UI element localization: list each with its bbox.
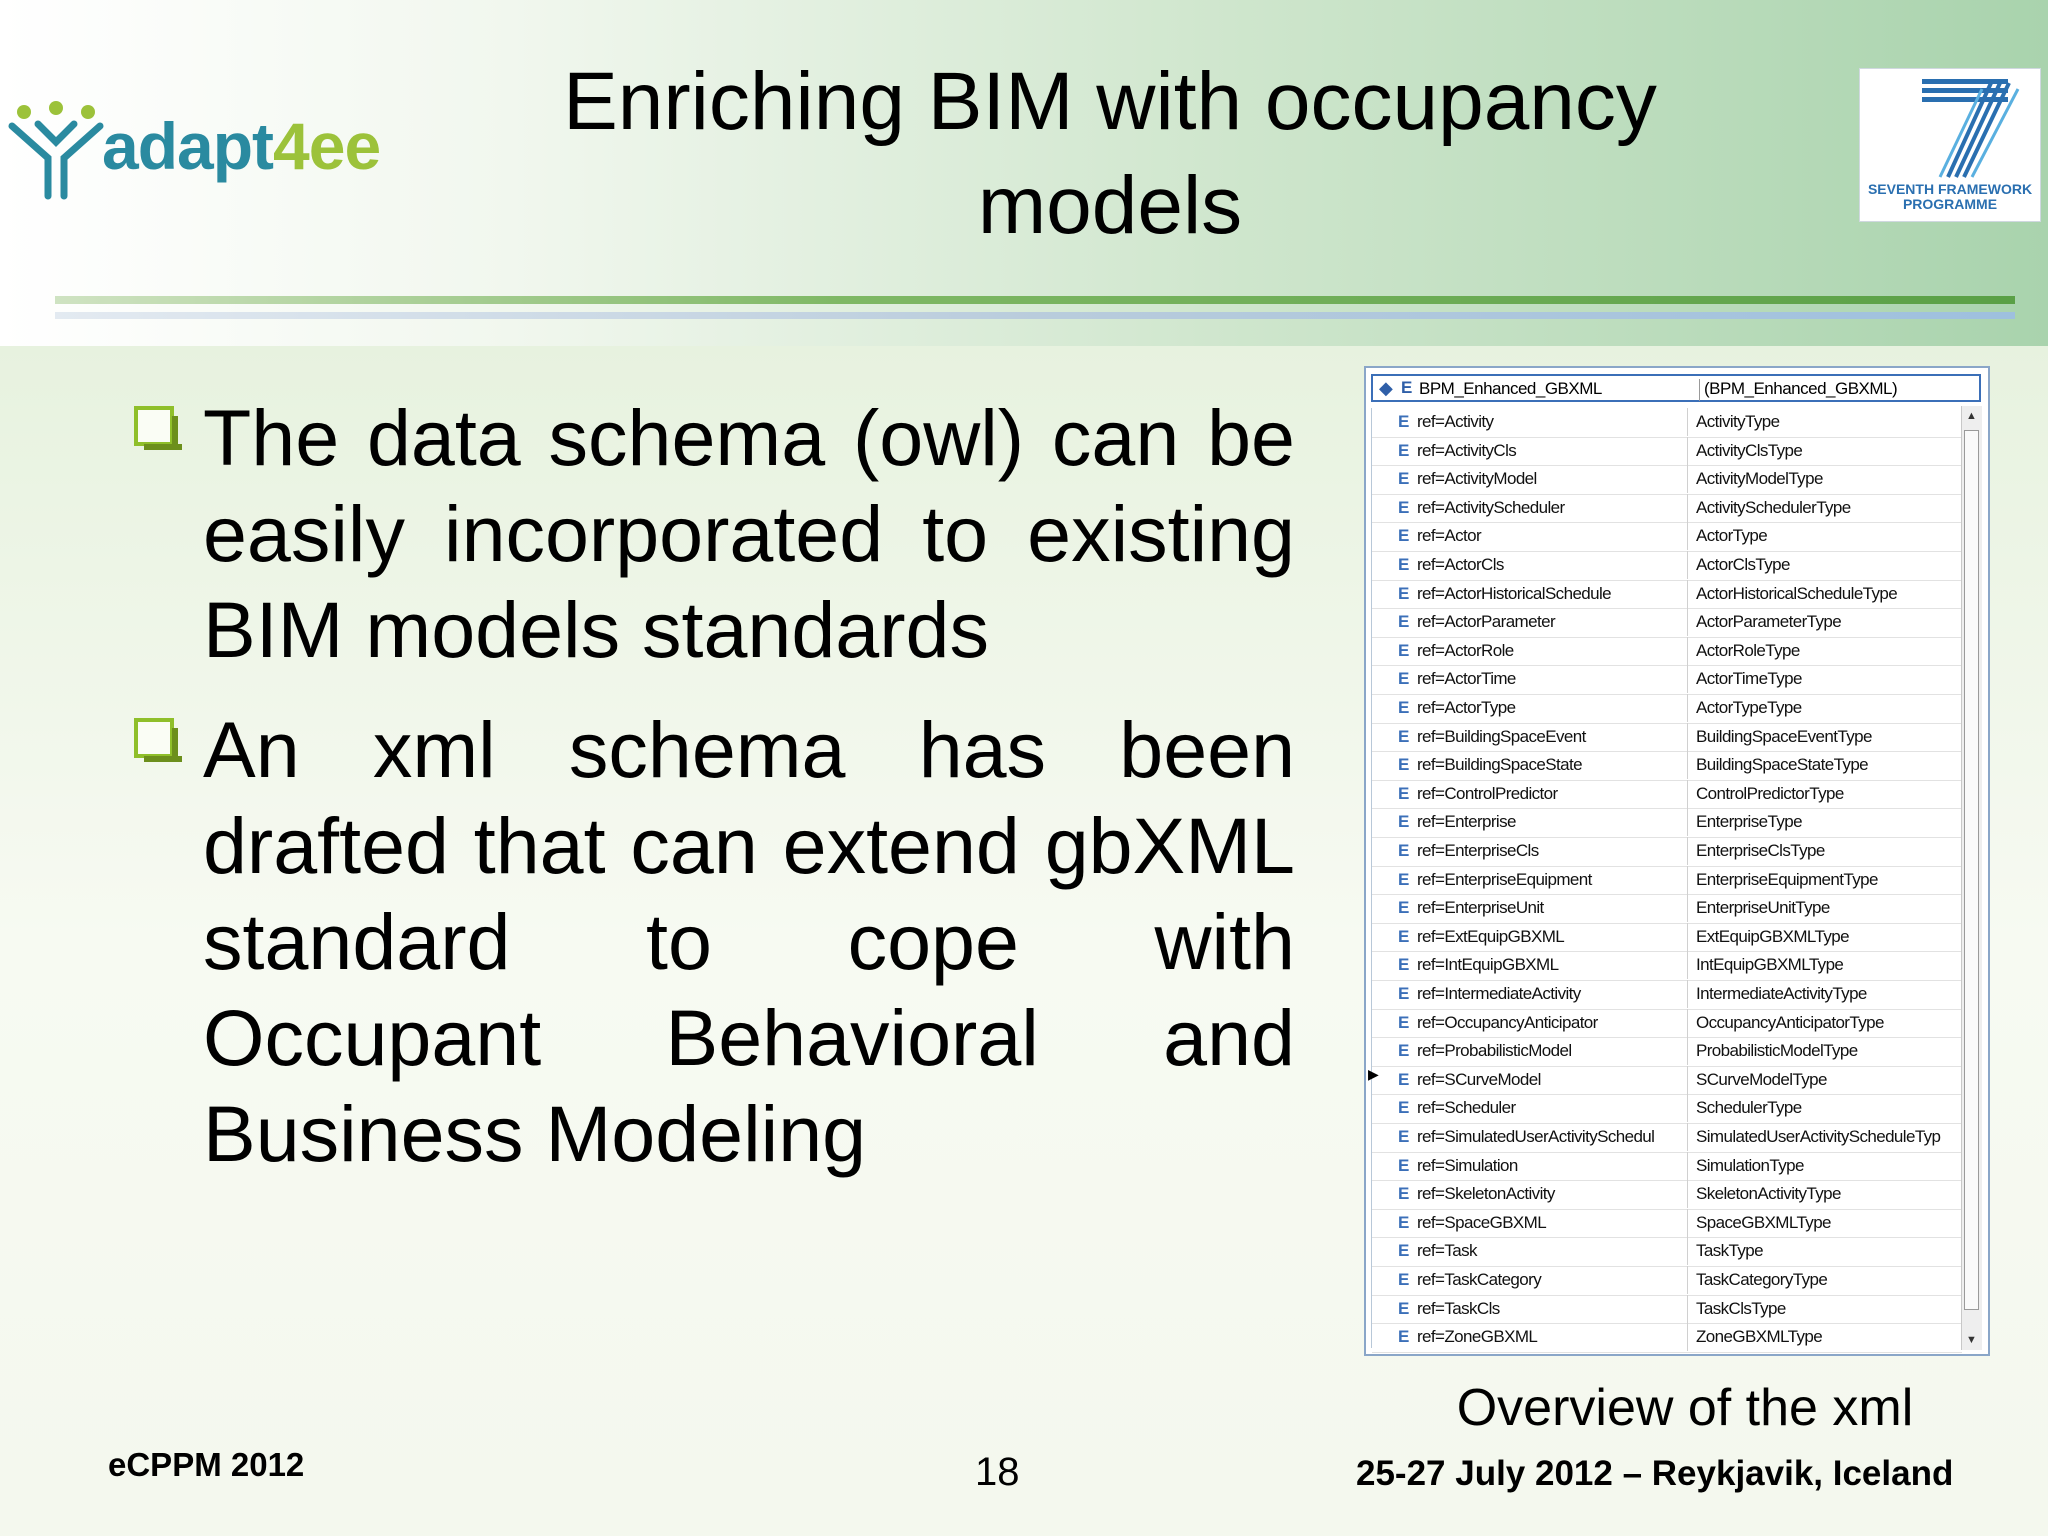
xml-element-row[interactable] [1372, 894, 1962, 924]
slide-title-line-2: models [977, 160, 1243, 251]
xml-element-type: SimulatedUserActivityScheduleTyp [1696, 1127, 1941, 1146]
xml-element-type: ActorType [1696, 526, 1768, 546]
xml-element-type: IntermediateActivityType [1696, 984, 1867, 1003]
element-icon: E [1398, 669, 1409, 689]
xml-element-type: ZoneGBXMLType [1696, 1327, 1823, 1347]
xml-element-ref: ref=Activity [1417, 408, 1688, 436]
logo-wordmark [102, 108, 380, 184]
element-icon: E [1398, 612, 1409, 632]
element-icon: E [1398, 1184, 1409, 1204]
xml-element-type: TaskType [1696, 1241, 1764, 1261]
xml-element-ref: ref=IntermediateActivity [1417, 980, 1688, 1008]
xml-element-ref: ref=SimulatedUserActivitySchedul [1417, 1123, 1688, 1151]
logo-word-4ee: 4ee [273, 109, 381, 183]
xml-element-row[interactable] [1372, 1237, 1962, 1267]
element-icon: E [1398, 526, 1409, 546]
xml-element-type: ActorTypeType [1696, 698, 1802, 717]
xml-element-row[interactable] [1372, 1295, 1962, 1325]
element-icon: E [1398, 555, 1409, 574]
xml-element-type: ExtEquipGBXMLType [1696, 926, 1849, 946]
xml-element-ref: ref=TaskCls [1417, 1295, 1688, 1323]
xml-element-row[interactable] [1372, 608, 1962, 638]
element-icon: E [1398, 1270, 1409, 1289]
element-icon: E [1398, 1012, 1409, 1032]
xml-element-row[interactable] [1372, 1009, 1962, 1039]
xml-element-ref: ref=ActorTime [1417, 665, 1688, 693]
element-icon: E [1398, 1041, 1409, 1061]
scroll-up-icon[interactable]: ▲ [1966, 410, 1977, 422]
fp7-label [1860, 182, 2040, 212]
people-icon [8, 100, 104, 200]
xml-element-ref: ref=Task [1417, 1237, 1688, 1265]
footer-conference: eCPPM 2012 [108, 1446, 305, 1483]
scrollbar-thumb[interactable] [1964, 430, 1979, 1310]
xml-element-type: BuildingSpaceStateType [1696, 755, 1869, 775]
adapt4ee-logo [8, 100, 388, 200]
xml-element-row[interactable] [1372, 980, 1962, 1010]
element-icon: E [1398, 841, 1409, 860]
logo-word-adapt: adapt [102, 109, 274, 183]
element-icon: E [1398, 898, 1409, 918]
bullet-text: The data schema (owl) can be easily incorporated to existing BIM models standards [203, 393, 1295, 674]
xml-element-type: ActorTimeType [1696, 669, 1802, 689]
bullet-list [125, 390, 1295, 1206]
xml-element-row[interactable] [1372, 465, 1962, 495]
xml-element-ref: ref=ControlPredictor [1417, 780, 1688, 808]
element-icon: E [1398, 1241, 1409, 1261]
xml-element-ref: ref=ActivityScheduler [1417, 494, 1688, 522]
xml-element-ref: ref=ExtEquipGBXML [1417, 923, 1688, 951]
xml-element-type: SimulationType [1696, 1155, 1804, 1175]
element-icon: E [1398, 640, 1409, 660]
element-icon: E [1398, 1155, 1409, 1175]
checkbox-bullet-icon [134, 406, 174, 446]
scrollbar[interactable] [1961, 406, 1982, 1350]
xml-element-type: ActorClsType [1696, 555, 1790, 574]
xml-element-ref: ref=OccupancyAnticipator [1417, 1009, 1688, 1037]
xml-element-row[interactable] [1372, 1180, 1962, 1210]
xml-element-type: BuildingSpaceEventType [1696, 726, 1872, 746]
xml-element-ref: ref=Scheduler [1417, 1094, 1688, 1122]
element-icon: E [1398, 812, 1409, 832]
xml-element-row[interactable] [1372, 1094, 1962, 1124]
xml-root-row [1371, 374, 1981, 402]
xml-element-row[interactable] [1372, 494, 1962, 524]
xml-element-row[interactable] [1372, 1037, 1962, 1067]
xml-element-ref: ref=SpaceGBXML [1417, 1209, 1688, 1237]
element-icon: E [1398, 726, 1409, 746]
element-icon: E [1398, 698, 1409, 717]
xml-element-type: EnterpriseUnitType [1696, 898, 1830, 918]
xml-element-row[interactable] [1372, 408, 1962, 438]
xml-element-ref: ref=ActorRole [1417, 637, 1688, 665]
xml-element-ref: ref=EnterpriseUnit [1417, 894, 1688, 922]
xml-element-ref: ref=ActorHistoricalSchedule [1417, 580, 1688, 608]
element-icon: E [1398, 469, 1409, 489]
xml-element-ref: ref=ActivityCls [1417, 437, 1688, 465]
xml-element-type: SCurveModelType [1696, 1069, 1827, 1089]
bullet-text: An xml schema has been drafted that can extend gbXML standard to cope with Occupant Behavioral and Business Modeling [203, 705, 1295, 1178]
element-icon: E [1398, 1327, 1409, 1347]
xml-element-row[interactable] [1372, 780, 1962, 810]
xml-element-type: ActivityModelType [1696, 469, 1823, 489]
element-icon: E [1398, 497, 1409, 517]
xml-element-row[interactable] [1372, 751, 1962, 781]
xml-element-ref: ref=ActorParameter [1417, 608, 1688, 636]
element-icon: E [1398, 926, 1409, 946]
xml-element-type: SpaceGBXMLType [1696, 1212, 1831, 1232]
xml-element-row[interactable] [1372, 437, 1962, 467]
xml-element-type: TaskCategoryType [1696, 1270, 1828, 1289]
row-pointer-icon: ▶ [1368, 1066, 1379, 1082]
element-icon: E [1398, 1212, 1409, 1232]
xml-element-type: ActivitySchedulerType [1696, 497, 1851, 517]
element-icon: E [1398, 955, 1409, 975]
xml-element-ref: ref=SkeletonActivity [1417, 1180, 1688, 1208]
xml-element-ref: ref=IntEquipGBXML [1417, 951, 1688, 979]
xml-element-row[interactable] [1372, 1266, 1962, 1296]
fp7-logo [1859, 68, 2041, 222]
xml-element-row[interactable] [1372, 580, 1962, 610]
element-icon: E [1398, 984, 1409, 1003]
header-divider-blue [55, 312, 2015, 319]
xml-element-ref: ref=ProbabilisticModel [1417, 1037, 1688, 1065]
xml-element-ref: ref=ActorType [1417, 694, 1688, 722]
element-icon: E [1398, 755, 1409, 775]
element-icon: E [1398, 440, 1409, 460]
xml-element-row[interactable] [1372, 1209, 1962, 1239]
scroll-down-icon[interactable]: ▼ [1966, 1334, 1977, 1346]
checkbox-bullet-icon [134, 718, 174, 758]
xml-root-name: BPM_Enhanced_GBXML [1419, 379, 1602, 398]
xml-element-type: TaskClsType [1696, 1298, 1786, 1318]
xml-element-row[interactable] [1372, 723, 1962, 753]
xml-element-row[interactable] [1372, 637, 1962, 667]
xml-element-row[interactable] [1372, 866, 1962, 896]
xml-element-ref: ref=Simulation [1417, 1152, 1688, 1180]
xml-element-type: EnterpriseType [1696, 812, 1802, 832]
xml-element-row[interactable] [1372, 665, 1962, 695]
xml-element-row[interactable] [1372, 808, 1962, 838]
xml-element-type: ActorRoleType [1696, 640, 1800, 660]
footer-page-number: 18 [975, 1450, 1020, 1494]
element-icon: E [1398, 583, 1409, 603]
slide-title [520, 50, 1700, 258]
element-icon: E [1398, 412, 1409, 431]
xml-element-row[interactable] [1372, 951, 1962, 981]
xml-element-row[interactable] [1372, 837, 1962, 867]
xml-element-type: ControlPredictorType [1696, 783, 1844, 803]
xml-element-ref: ref=SCurveModel [1417, 1066, 1688, 1094]
xml-element-row[interactable] [1372, 1323, 1962, 1353]
xml-element-ref: ref=BuildingSpaceEvent [1417, 723, 1688, 751]
figure-caption: Overview of the xml [1456, 1379, 1914, 1437]
xml-element-ref: ref=TaskCategory [1417, 1266, 1688, 1294]
xml-element-row[interactable] [1372, 1152, 1962, 1182]
xml-element-ref: ref=BuildingSpaceState [1417, 751, 1688, 779]
fp7-label-line-2: PROGRAMME [1902, 196, 1998, 212]
xml-element-type: ProbabilisticModelType [1696, 1041, 1858, 1061]
bullet-item [125, 390, 1295, 678]
xml-element-row[interactable] [1372, 694, 1962, 724]
xml-element-ref: ref=ZoneGBXML [1417, 1323, 1688, 1351]
xml-element-row[interactable] [1372, 1123, 1962, 1153]
header-divider-green [55, 296, 2015, 304]
xml-element-type: OccupancyAnticipatorType [1696, 1012, 1884, 1032]
xml-element-ref: ref=ActorCls [1417, 551, 1688, 579]
xml-element-list [1371, 408, 1962, 1348]
footer-date-location: 25-27 July 2012 – Reykjavik, Iceland [1356, 1454, 1954, 1493]
xml-element-type: ActorParameterType [1696, 612, 1842, 632]
element-icon: E [1398, 1298, 1409, 1318]
element-icon: E [1398, 869, 1409, 889]
element-icon: E [1398, 1098, 1409, 1118]
element-icon: E [1398, 1127, 1409, 1146]
element-icon: E [1398, 783, 1409, 803]
xml-element-type: IntEquipGBXMLType [1696, 955, 1844, 975]
element-icon: E [1398, 1069, 1409, 1089]
xml-element-row[interactable] [1372, 551, 1962, 581]
xml-element-type: ActorHistoricalScheduleType [1696, 583, 1898, 603]
fp7-seven-icon [1860, 69, 2040, 181]
xml-element-ref: ref=EnterpriseEquipment [1417, 866, 1688, 894]
xml-element-type: ActivityClsType [1696, 440, 1803, 460]
xml-element-row[interactable] [1372, 522, 1962, 552]
xml-element-type: SchedulerType [1696, 1098, 1802, 1118]
fp7-label-line-1: SEVENTH FRAMEWORK [1867, 181, 2033, 197]
xml-element-ref: ref=Enterprise [1417, 808, 1688, 836]
diamond-icon: ◆ [1379, 378, 1393, 398]
xml-element-type: EnterpriseEquipmentType [1696, 869, 1878, 889]
xml-schema-screenshot [1364, 366, 1990, 1356]
xml-element-type: EnterpriseClsType [1696, 841, 1825, 860]
xml-element-type: ActivityType [1696, 412, 1780, 431]
xml-element-row[interactable] [1372, 1066, 1962, 1096]
xml-root-type: (BPM_Enhanced_GBXML) [1699, 379, 1897, 401]
xml-element-ref: ref=ActivityModel [1417, 465, 1688, 493]
bullet-item [125, 702, 1295, 1182]
slide-title-line-1: Enriching BIM with occupancy [563, 56, 1657, 147]
xml-element-type: SkeletonActivityType [1696, 1184, 1841, 1204]
xml-element-row[interactable] [1372, 923, 1962, 953]
xml-element-ref: ref=Actor [1417, 522, 1688, 550]
xml-element-ref: ref=EnterpriseCls [1417, 837, 1688, 865]
element-icon: E [1401, 378, 1412, 397]
